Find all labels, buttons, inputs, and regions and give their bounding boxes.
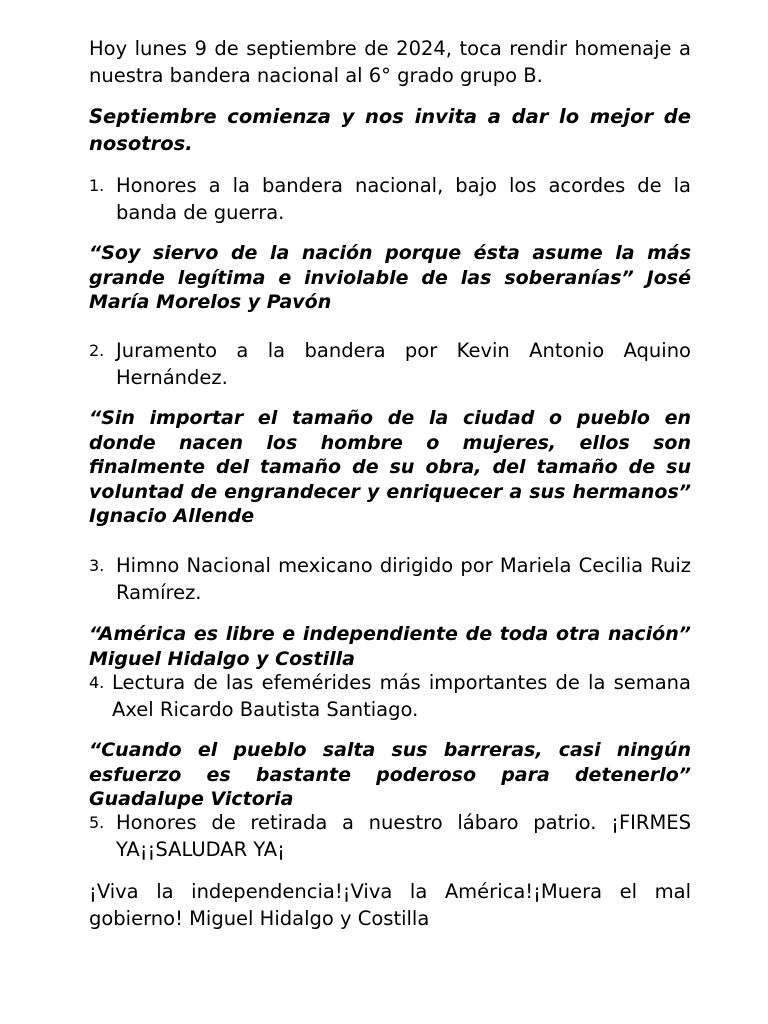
quote-allende: “Sin importar el tamaño de la ciudad o pueblo en donde nacen los hombre o mujeres, ellos son finalmente del tamaño de su obra, del tamaño de su voluntad de engrandecer y enriquecer a sus hermanos” Ignacio Allende bbox=[89, 407, 691, 527]
list-item-text: Lectura de las efemérides más importantes de la semana Axel Ricardo Bautista Santiago. bbox=[112, 671, 691, 721]
closing-paragraph: ¡Viva la independencia!¡Viva la América!¡Muera el mal gobierno! Miguel Hidalgo y Costilla bbox=[89, 880, 691, 930]
list-item-text: Juramento a la bandera por Kevin Antonio Aquino Hernández. bbox=[116, 339, 691, 389]
quote-morelos: “Soy siervo de la nación porque ésta asume la más grande legítima e inviolable de las soberanías” José María Morelos y Pavón bbox=[89, 242, 691, 313]
intro-paragraph: Hoy lunes 9 de septiembre de 2024, toca rendir homenaje a nuestra bandera nacional al 6° grado grupo B. bbox=[89, 37, 691, 87]
list-number: 4. bbox=[89, 673, 105, 692]
list-number: 1. bbox=[89, 176, 105, 195]
quote-hidalgo: “América es libre e independiente de toda otra nación” Miguel Hidalgo y Costilla bbox=[89, 623, 691, 670]
quote-victoria: “Cuando el pueblo salta sus barreras, casi ningún esfuerzo es bastante poderoso para detenerlo” Guadalupe Victoria bbox=[89, 739, 691, 810]
list-number: 5. bbox=[89, 813, 105, 832]
list-number: 3. bbox=[89, 556, 105, 575]
list-item-3 bbox=[89, 553, 691, 606]
list-item-2 bbox=[89, 338, 691, 391]
list-item-text: Honores a la bandera nacional, bajo los acordes de la banda de guerra. bbox=[116, 174, 691, 224]
motto-heading: Septiembre comienza y nos invita a dar lo mejor de nosotros. bbox=[89, 105, 691, 155]
list-item-5 bbox=[89, 810, 691, 863]
list-item-4 bbox=[89, 670, 691, 723]
list-item-1 bbox=[89, 173, 691, 226]
list-item-text: Honores de retirada a nuestro lábaro patrio. ¡FIRMES YA¡¡SALUDAR YA¡ bbox=[116, 811, 691, 861]
list-number: 2. bbox=[89, 341, 105, 360]
list-item-text: Himno Nacional mexicano dirigido por Mariela Cecilia Ruiz Ramírez. bbox=[116, 554, 691, 604]
